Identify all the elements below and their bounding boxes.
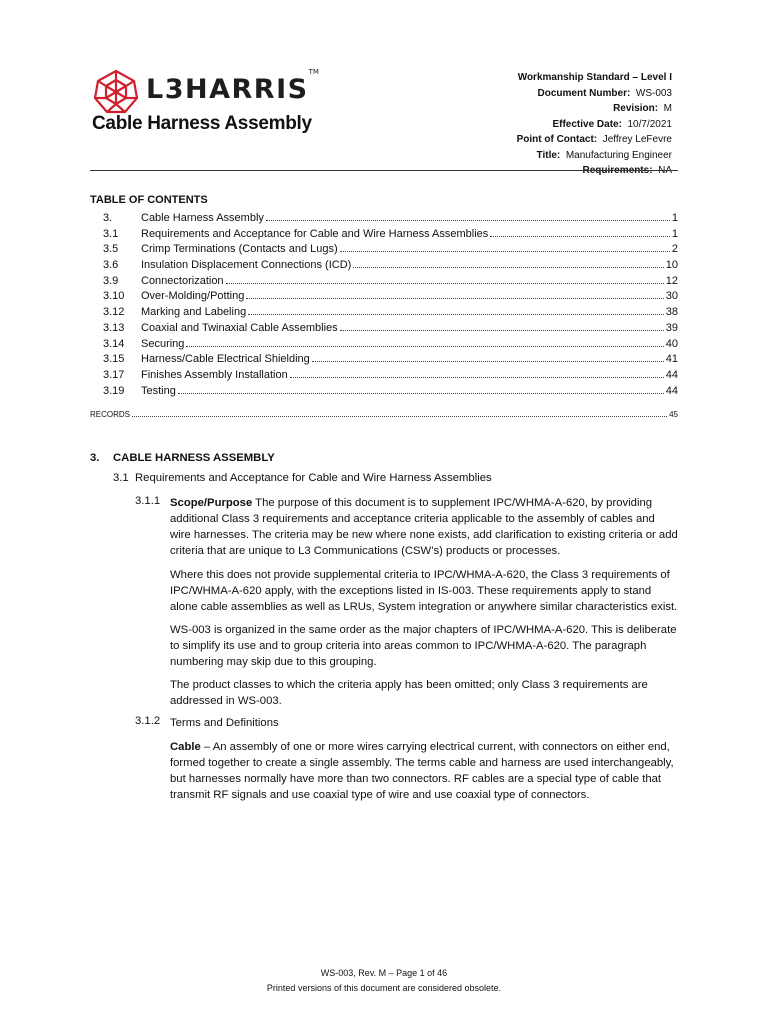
- toc-leader: [186, 346, 663, 347]
- toc-leader: [340, 251, 670, 252]
- toc-entry[interactable]: 3. Cable Harness Assembly 1: [103, 212, 678, 224]
- meta-row: Title: Manufacturing Engineer: [536, 149, 672, 161]
- obsolete-notice: Printed versions of this document are considered obsolete.: [266, 983, 502, 993]
- page-footer: WS-003, Rev. M – Page 1 of 46: [320, 968, 448, 978]
- toc-entry-page: 40: [665, 337, 678, 350]
- toc-entry-title: Requirements and Acceptance for Cable and Wire Harness Assemblies: [141, 227, 489, 240]
- table-of-contents: [90, 212, 678, 400]
- toc-entry-title: Connectorization: [141, 274, 224, 287]
- toc-entry[interactable]: 3.1 Requirements and Acceptance for Cable and Wire Harness Assemblies 1: [103, 227, 678, 240]
- toc-leader: [248, 314, 664, 315]
- subsection-heading: 3.1 Requirements and Acceptance for Cable and Wire Harness Assemblies: [113, 472, 492, 484]
- toc-entry-records[interactable]: RECORDS 45: [90, 410, 678, 419]
- body-paragraph: WS-003 is organized in the same order as the major chapters of IPC/WHMA-A-620. This is deliberate to simplify its use and to group criteria into areas common to IPC/WHMA-A-620. The paragraph numbering may skip due to this grouping.: [170, 624, 677, 668]
- toc-entry-title: Testing: [141, 384, 176, 397]
- meta-row: Document Number: WS-003: [537, 87, 672, 99]
- toc-entry-page: 12: [665, 274, 678, 287]
- meta-row: Point of Contact: Jeffrey LeFevre: [516, 134, 672, 145]
- toc-entry-page: 41: [665, 353, 678, 366]
- toc-entry-title: Crimp Terminations (Contacts and Lugs): [141, 243, 338, 256]
- trademark: TM: [308, 68, 319, 76]
- body-paragraph: Where this does not provide supplemental criteria to IPC/WHMA-A-620, the Class 3 requirements of IPC/WHMA-A-620 apply, with the exceptions listed in IS-003. These requirements apply to stand alone cable assemblies as well as LRUs, System integration or anywhere similar characteristics exist.: [170, 569, 678, 613]
- toc-entry-page: 38: [665, 306, 678, 319]
- toc-entry-page: 10: [665, 259, 678, 272]
- toc-leader: [178, 393, 664, 394]
- header-divider: [90, 170, 678, 171]
- toc-entry[interactable]: 3.6 Insulation Displacement Connections (ICD) 10: [103, 259, 678, 272]
- meta-row: Effective Date: 10/7/2021: [552, 118, 672, 130]
- toc-entry-page: 44: [665, 384, 678, 397]
- toc-leader: [290, 377, 664, 378]
- toc-entry-title: Harness/Cable Electrical Shielding: [141, 353, 310, 366]
- toc-leader: [353, 267, 663, 268]
- toc-entry-title: Coaxial and Twinaxial Cable Assemblies: [141, 321, 338, 334]
- toc-leader: [266, 220, 670, 221]
- toc-entry-title: Cable Harness Assembly: [141, 212, 264, 224]
- definition-paragraph: Cable – An assembly of one or more wires carrying electrical current, with connectors on either end, formed together to create a single assembly. The terms cable and harness are used interchangeably, but harnesses normally have more than two connectors. RF cables are a special type of cable that transmit RF signals and use coaxial type of wire and use coaxial type of connectors.: [170, 741, 674, 801]
- body-paragraph: The product classes to which the criteria apply has been omitted; only Class 3 requirements are addressed in WS-003.: [170, 679, 648, 707]
- document-title: Cable Harness Assembly: [92, 113, 312, 134]
- toc-entry-page: 2: [671, 243, 678, 256]
- toc-entry-page: 1: [671, 212, 678, 224]
- brand-name: L3HARRIS™: [146, 68, 319, 105]
- toc-entry-title: Marking and Labeling: [141, 306, 247, 319]
- document-metadata: [517, 70, 672, 179]
- toc-leader: [340, 330, 664, 331]
- toc-leader: [226, 283, 664, 284]
- clause-number: 3.1.1: [135, 495, 161, 507]
- toc-leader: [246, 298, 663, 299]
- toc-entry-title: Over-Molding/Potting: [141, 290, 245, 303]
- toc-entry[interactable]: 3.5 Crimp Terminations (Contacts and Lugs) 2: [103, 243, 678, 256]
- toc-entry-page: 30: [665, 290, 678, 303]
- toc-entry-title: Securing: [141, 337, 185, 350]
- toc-leader: [312, 361, 664, 362]
- toc-entry[interactable]: 3.9 Connectorization 12: [103, 274, 678, 287]
- toc-entry[interactable]: 3.14 Securing 40: [103, 337, 678, 350]
- toc-heading: TABLE OF CONTENTS: [90, 194, 208, 206]
- meta-row: Revision: M: [613, 103, 672, 114]
- clause-title: Terms and Definitions: [170, 717, 279, 729]
- section-heading: 3. CABLE HARNESS ASSEMBLY: [90, 452, 275, 464]
- toc-entry-title: Finishes Assembly Installation: [141, 368, 288, 381]
- toc-entry[interactable]: 3.19 Testing 44: [103, 384, 678, 397]
- toc-leader: [132, 416, 667, 417]
- clause-number: 3.1.2: [135, 715, 161, 727]
- toc-leader: [490, 236, 670, 237]
- scope-paragraph: Scope/Purpose The purpose of this document is to supplement IPC/WHMA-A-620, by providing additional Class 3 requirements and acceptance criteria applicable to the assembly of cables and wire harnesses. The criteria may be new where none exists, add clarification to existing criteria or add criteria that are unique to L3 Communications (CSW’s) products or processes.: [170, 497, 678, 557]
- toc-entry[interactable]: 3.17 Finishes Assembly Installation 44: [103, 368, 678, 381]
- meta-row: Workmanship Standard – Level I: [517, 72, 672, 83]
- toc-entry[interactable]: 3.15 Harness/Cable Electrical Shielding 41: [103, 353, 678, 366]
- toc-entry[interactable]: 3.13 Coaxial and Twinaxial Cable Assemblies 39: [103, 321, 678, 334]
- toc-entry-page: 44: [665, 368, 678, 381]
- l3harris-logo-icon: [92, 68, 140, 116]
- toc-entry[interactable]: 3.12 Marking and Labeling 38: [103, 306, 678, 319]
- toc-entry-page: 39: [665, 321, 678, 334]
- toc-entry-title: Insulation Displacement Connections (ICD): [141, 259, 352, 272]
- toc-entry[interactable]: 3.10 Over-Molding/Potting 30: [103, 290, 678, 303]
- toc-entry-page: 1: [671, 227, 678, 240]
